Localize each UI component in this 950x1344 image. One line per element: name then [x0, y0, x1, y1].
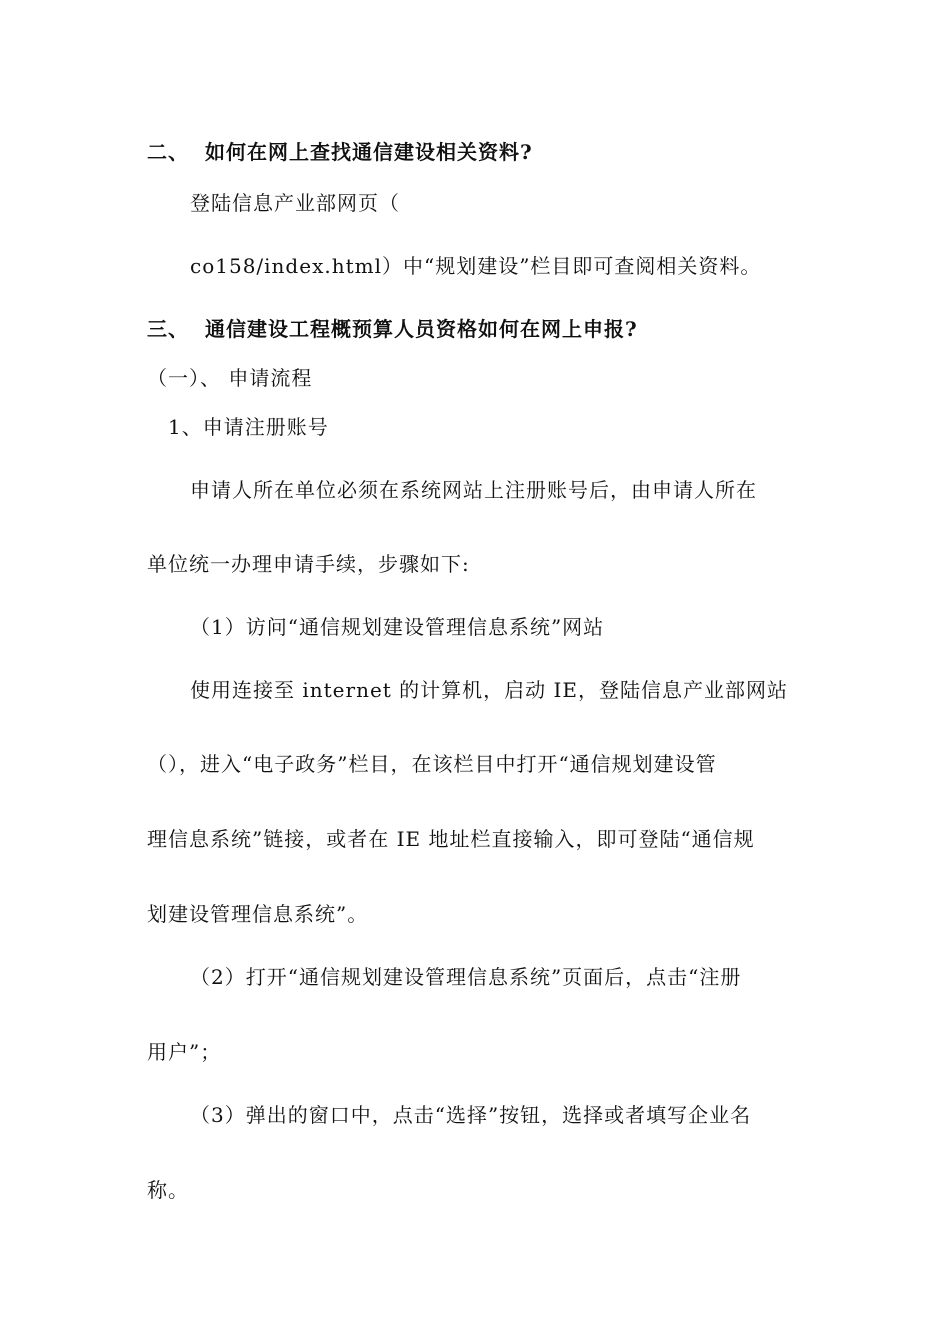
section-3-heading — [147, 317, 638, 341]
subsection-heading: （一）、 申请流程 — [147, 366, 313, 390]
section-2-heading — [147, 140, 533, 164]
section-2-title: 如何在网上查找通信建设相关资料? — [205, 140, 533, 164]
section-2-paragraph-line-1: 登陆信息产业部网页（ — [190, 191, 400, 215]
step-2-line-1: （2）打开“通信规划建设管理信息系统”页面后，点击“注册 — [190, 965, 742, 989]
list-item-heading: 1、申请注册账号 — [168, 415, 329, 439]
section-3-number: 三、 — [147, 317, 189, 341]
paragraph-1-line-2: 单位统一办理申请手续，步骤如下: — [147, 552, 470, 576]
paragraph-2-line-4: 划建设管理信息系统”。 — [147, 902, 369, 926]
step-3-line-2: 称。 — [147, 1178, 189, 1202]
paragraph-2-line-3: 理信息系统”链接，或者在 IE 地址栏直接输入，即可登陆“通信规 — [147, 827, 755, 851]
paragraph-2-line-2: （），进入“电子政务”栏目，在该栏目中打开“通信规划建设管 — [147, 752, 717, 776]
paragraph-2-line-1: 使用连接至 internet 的计算机，启动 IE，登陆信息产业部网站 — [190, 678, 789, 702]
section-3-title: 通信建设工程概预算人员资格如何在网上申报? — [205, 317, 638, 341]
paragraph-1-line-1: 申请人所在单位必须在系统网站上注册账号后，由申请人所在 — [190, 478, 757, 502]
step-2-line-2: 用户”； — [147, 1040, 222, 1064]
section-2-number: 二、 — [147, 140, 189, 164]
step-1-text: （1）访问“通信规划建设管理信息系统”网站 — [190, 615, 605, 639]
section-2-paragraph-line-2: co158/index.html）中“规划建设”栏目即可查阅相关资料。 — [190, 254, 762, 278]
step-3-line-1: （3）弹出的窗口中，点击“选择”按钮，选择或者填写企业名 — [190, 1103, 752, 1127]
